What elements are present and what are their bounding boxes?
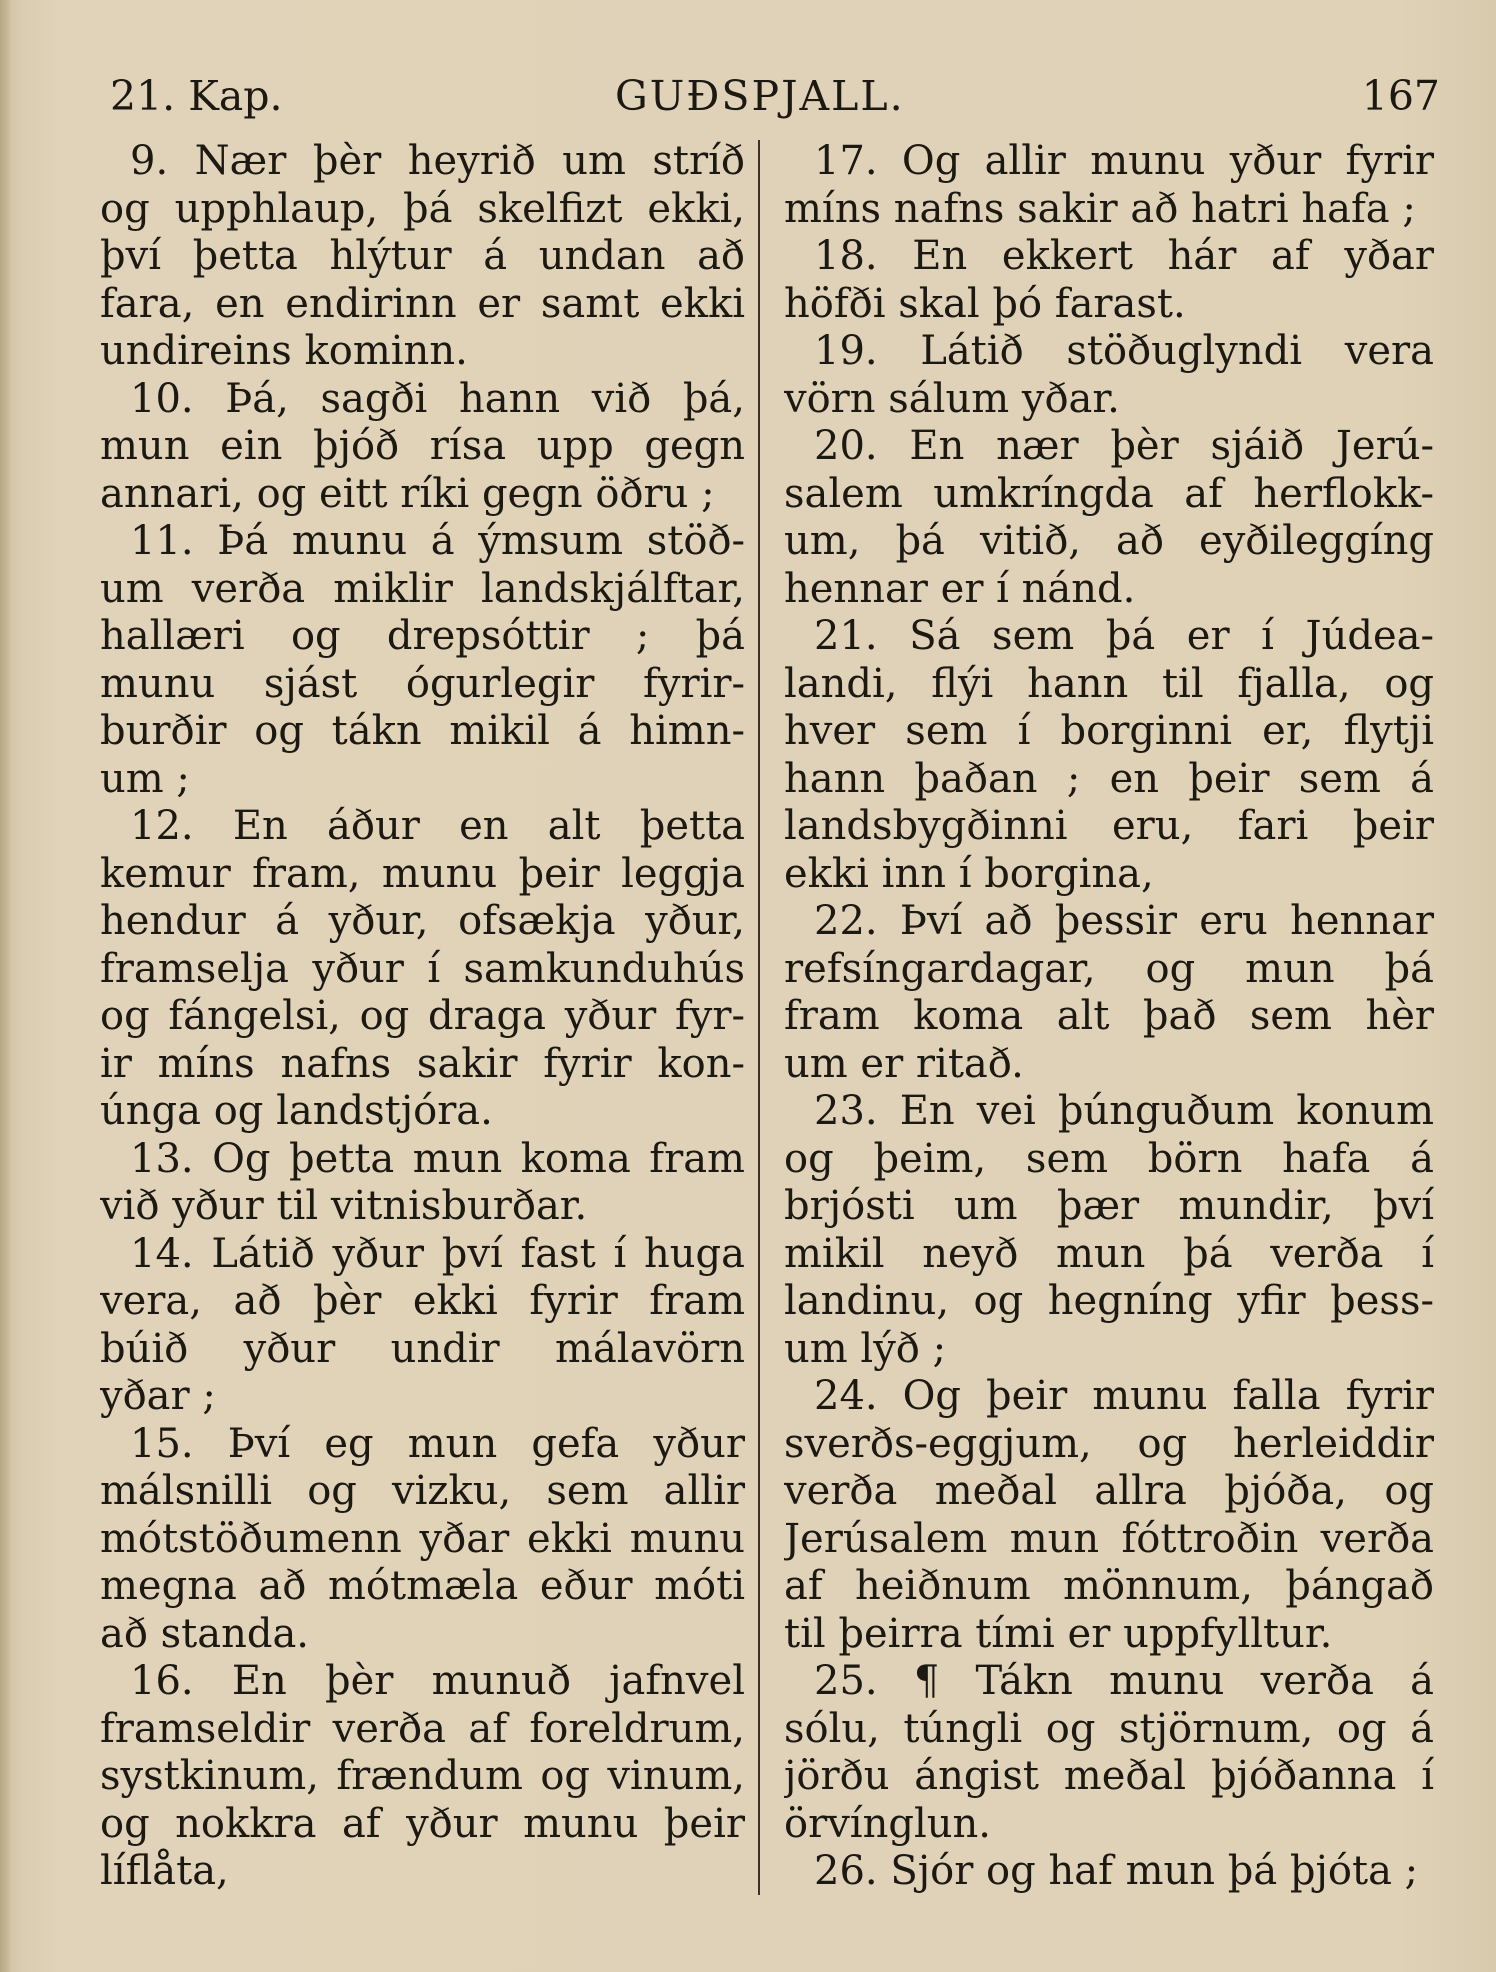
text-line: mikil neyð mun þá verða í [784,1230,1434,1277]
text-line: 20. En nær þèr sjáið Jerú- [814,423,1434,469]
text-line: únga og landstjóra. [100,1088,493,1134]
chapter-label: 21. Kap. [110,72,283,120]
text-line: yðar ; [100,1373,216,1419]
text-line: og þeim, sem börn hafa á [784,1135,1434,1182]
text-line: munu sjást ógurlegir fyrir- [100,660,745,707]
text-line: ir míns nafns sakir fyrir kon- [100,1040,745,1087]
text-line: hennar er í nánd. [784,565,1136,612]
text-line: 11. Þá munu á ýmsum stöð- [130,518,745,564]
running-title: GUÐSPJALL. [615,72,905,120]
page-number: 167 [1361,72,1440,120]
text-line: kemur fram, munu þeir leggja [100,850,745,897]
text-line: af heiðnum mönnum, þángað [784,1563,1434,1609]
text-line: um er ritað. [784,1040,1024,1087]
text-line: 13. Og þetta mun koma fram [130,1135,745,1182]
text-line: 18. En ekkert hár af yðar [814,233,1434,279]
text-line: Jerúsalem mun fóttroðin verða [784,1515,1434,1562]
text-line: 26. Sjór og haf mun þá þjóta ; [814,1848,1419,1894]
text-line: mótstöðumenn yðar ekki munu [100,1515,745,1562]
text-line: mun ein þjóð rísa upp gegn [100,423,745,469]
text-line: systkinum, frændum og vinum, [100,1753,745,1799]
text-line: og fángelsi, og draga yður fyr- [100,993,745,1039]
text-line: fara, en endirinn er samt ekki [100,280,745,327]
text-line: 25. ¶ Tákn munu verða á [814,1658,1434,1704]
left-text-column [100,138,745,1898]
text-line: 15. Því eg mun gefa yður [130,1420,745,1467]
text-line: því þetta hlýtur á undan að [100,233,745,279]
text-line: að standa. [100,1610,310,1657]
text-line: 21. Sá sem þá er í Júdea- [814,613,1434,659]
text-line: líflåta, [100,1848,229,1894]
right-text-column [784,138,1434,1898]
text-line: framselja yður í samkunduhús [100,945,745,992]
text-line: hver sem í borginni er, flytji [784,708,1434,754]
running-header [110,72,1440,122]
text-line: verða meðal allra þjóða, og [784,1468,1434,1514]
text-line: míns nafns sakir að hatri hafa ; [784,185,1416,232]
text-line: 12. En áður en alt þetta [130,803,745,849]
text-line: hendur á yður, ofsækja yður, [100,898,745,944]
text-line: og upphlaup, þá skelfizt ekki, [100,185,745,232]
text-line: framseldir verða af foreldrum, [100,1705,745,1752]
text-line: undireins kominn. [100,328,468,374]
text-line: vörn sálum yðar. [784,375,1120,422]
text-line: burðir og tákn mikil á himn- [100,708,745,754]
text-line: megna að mótmæla eður móti [100,1563,745,1609]
text-line: sólu, túngli og stjörnum, og á [784,1705,1434,1752]
text-line: sverðs-eggjum, og herleiddir [784,1420,1434,1467]
text-line: örvínglun. [784,1800,991,1847]
text-line: landsbygðinni eru, fari þeir [784,803,1434,849]
text-line: jörðu ángist meðal þjóðanna í [784,1753,1434,1799]
text-line: hann þaðan ; en þeir sem á [784,755,1434,802]
column-divider-rule [758,140,760,1895]
text-line: 22. Því að þessir eru hennar [814,898,1434,944]
text-line: um lýð ; [784,1325,947,1372]
text-line: um, þá vitið, að eyðileggíng [784,518,1434,564]
text-line: 10. Þá, sagði hann við þá, [130,375,745,422]
text-line: um verða miklir landskjálftar, [100,565,745,612]
text-line: um ; [100,755,190,802]
text-line: 16. En þèr munuð jafnvel [130,1658,745,1704]
text-line: 24. Og þeir munu falla fyrir [814,1373,1434,1419]
text-line: 19. Látið stöðuglyndi vera [814,328,1434,374]
text-line: vera, að þèr ekki fyrir fram [100,1278,745,1324]
text-line: brjósti um þær mundir, því [784,1183,1434,1229]
text-line: refsíngardagar, og mun þá [784,945,1434,992]
text-line: fram koma alt það sem hèr [784,993,1434,1039]
text-line: 17. Og allir munu yður fyrir [814,138,1434,184]
text-line: búið yður undir málavörn [100,1325,745,1372]
text-line: og nokkra af yður munu þeir [100,1800,745,1847]
page-gutter-edge [0,0,10,1972]
text-line: 23. En vei þúnguðum konum [814,1088,1434,1134]
text-line: hallæri og drepsóttir ; þá [100,613,745,659]
text-line: til þeirra tími er uppfylltur. [784,1610,1333,1657]
text-line: 14. Látið yður því fast í huga [130,1230,745,1277]
text-line: salem umkríngda af herflokk- [784,470,1434,517]
text-line: annari, og eitt ríki gegn öðru ; [100,470,715,517]
text-line: ekki inn í borgina, [784,850,1154,897]
text-line: málsnilli og vizku, sem allir [100,1468,745,1514]
text-line: við yður til vitnisburðar. [100,1183,588,1229]
text-line: 9. Nær þèr heyrið um stríð [130,138,745,184]
text-line: landi, flýi hann til fjalla, og [784,660,1434,707]
text-line: landinu, og hegníng yfir þess- [784,1278,1434,1324]
text-line: höfði skal þó farast. [784,280,1186,327]
